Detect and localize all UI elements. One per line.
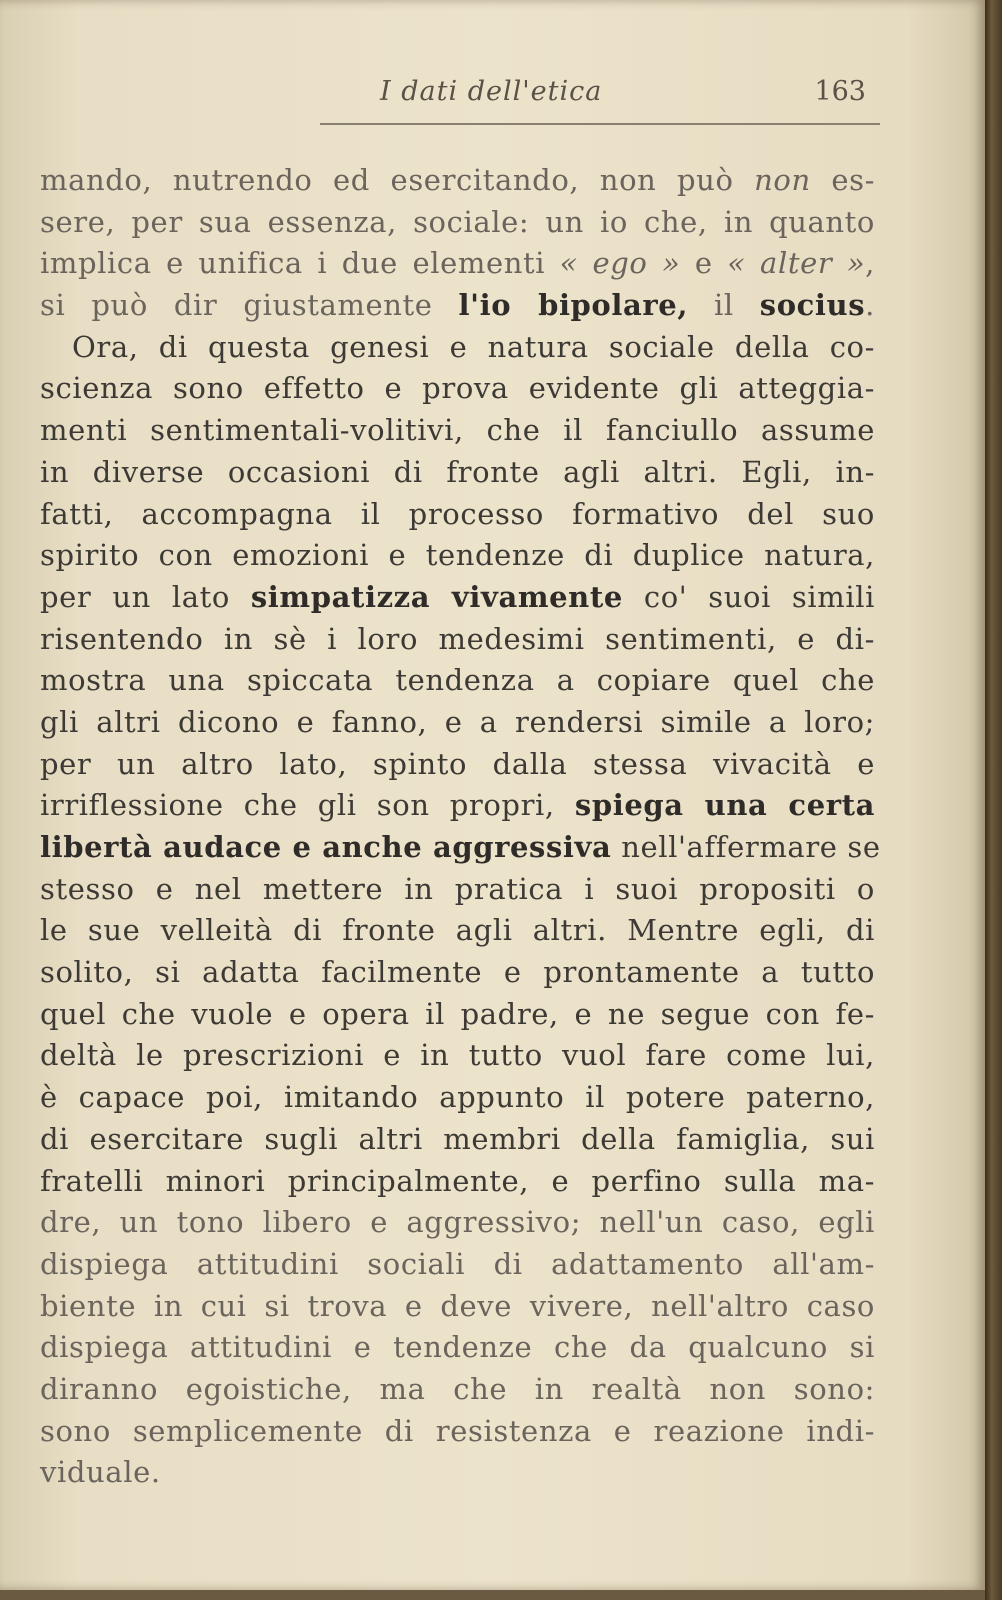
text-line (40, 1202, 875, 1244)
text-line (40, 368, 875, 410)
text-run: viduale. (40, 1455, 161, 1490)
text-run: fatti, accompagna il processo formativo del suo (40, 496, 875, 531)
text-line (40, 785, 875, 827)
book-edge (985, 0, 1002, 1600)
text-run: risentendo in sè i loro medesimi sentimenti, e di- (40, 621, 875, 656)
italic-text: « ego » (559, 246, 681, 281)
text-run: le sue velleità di fronte agli altri. Mentre egli, di (40, 913, 875, 948)
text-line (40, 619, 875, 661)
text-line (40, 535, 875, 577)
text-run: , (865, 246, 875, 281)
text-line (40, 869, 875, 911)
text-run: irriflessione che gli son propri, (40, 788, 575, 823)
body-text (40, 160, 881, 1494)
text-line (40, 702, 875, 744)
text-run: si può dir giustamente (40, 288, 459, 323)
text-run: stesso e nel mettere in pratica i suoi propositi o (40, 871, 875, 906)
text-line (40, 1411, 875, 1453)
text-run: Ora, di questa genesi e natura sociale della co- (72, 329, 875, 364)
text-run: è capace poi, imitando appunto il potere paterno, (40, 1080, 875, 1115)
text-run: dispiega attitudini e tendenze che da qualcuno si (40, 1330, 875, 1365)
text-run: dispiega attitudini sociali di adattamento all'am- (40, 1246, 875, 1281)
text-run: es- (810, 163, 875, 197)
header-rule (320, 123, 880, 125)
text-run: menti sentimentali-volitivi, che il fanciullo assume (40, 413, 875, 448)
text-run: co' suoi simili (622, 579, 876, 614)
text-line (40, 1119, 875, 1161)
text-run: fratelli minori principalmente, e perfino sulla ma- (40, 1163, 875, 1198)
text-line (40, 494, 875, 536)
running-title: I dati dell'etica (380, 76, 603, 107)
text-line (40, 1161, 875, 1203)
text-line (40, 827, 881, 869)
text-run: in diverse occasioni di fronte agli altri. Egli, in- (40, 454, 875, 489)
text-line (40, 994, 875, 1036)
text-run: dre, un tono libero e aggressivo; nell'un caso, egli (40, 1205, 875, 1240)
text-line (40, 285, 875, 327)
text-run: . (865, 288, 875, 323)
text-run: biente in cui si trova e deve vivere, nell'altro caso (40, 1288, 875, 1323)
text-line (40, 952, 875, 994)
text-run: e (680, 246, 728, 281)
text-run: sere, per sua essenza, sociale: un io che, in quanto (40, 204, 875, 239)
text-line (40, 243, 875, 285)
bold-text: spiega una certa (574, 788, 876, 823)
text-run: gli altri dicono e fanno, e a rendersi simile a loro; (40, 704, 875, 739)
text-run: spirito con emozioni e tendenze di duplice natura, (40, 538, 875, 573)
italic-text: « alter » (727, 246, 866, 281)
bold-text: libertà audace e anche aggressiva (40, 830, 612, 864)
text-line (40, 1077, 875, 1119)
text-line (40, 160, 875, 202)
text-run: mostra una spiccata tendenza a copiare quel che (40, 663, 875, 698)
text-line (40, 1327, 875, 1369)
text-run: per un altro lato, spinto dalla stessa vivacità e (40, 746, 875, 781)
bold-text: socius (759, 288, 866, 323)
text-line (40, 660, 875, 702)
page-number: 163 (814, 76, 866, 107)
text-line (40, 1244, 875, 1286)
text-run: nell'affermare se (611, 830, 881, 864)
bold-text: simpatizza vivamente (250, 579, 623, 614)
text-run: di esercitare sugli altri membri della famiglia, sui (40, 1121, 875, 1156)
text-run: per un lato (40, 579, 251, 614)
page-header (40, 74, 880, 114)
italic-text: non (754, 163, 811, 197)
text-run: implica e unifica i due elementi (40, 246, 560, 281)
bold-text: l'io bipolare, (458, 288, 689, 323)
text-run: mando, nutrendo ed esercitando, non può (40, 163, 755, 197)
text-run: quel che vuole e opera il padre, e ne segue con fe- (40, 996, 875, 1031)
text-line (40, 410, 875, 452)
text-line (40, 452, 875, 494)
text-run: scienza sono effetto e prova evidente gli atteggia- (40, 371, 875, 406)
text-run: sono semplicemente di resistenza e reazione indi- (40, 1413, 875, 1448)
text-line (40, 202, 875, 244)
text-line (40, 327, 875, 369)
text-line (40, 910, 875, 952)
text-run: solito, si adatta facilmente e prontamente a tutto (40, 955, 875, 990)
text-line (40, 577, 875, 619)
text-line (40, 1035, 875, 1077)
text-line (40, 1452, 875, 1494)
text-line (40, 1369, 875, 1411)
text-run: diranno egoistiche, ma che in realtà non sono: (40, 1371, 875, 1406)
text-line (40, 1286, 875, 1328)
text-run: il (688, 288, 760, 323)
text-line (40, 744, 875, 786)
text-run: deltà le prescrizioni e in tutto vuol fare come lui, (40, 1038, 875, 1073)
